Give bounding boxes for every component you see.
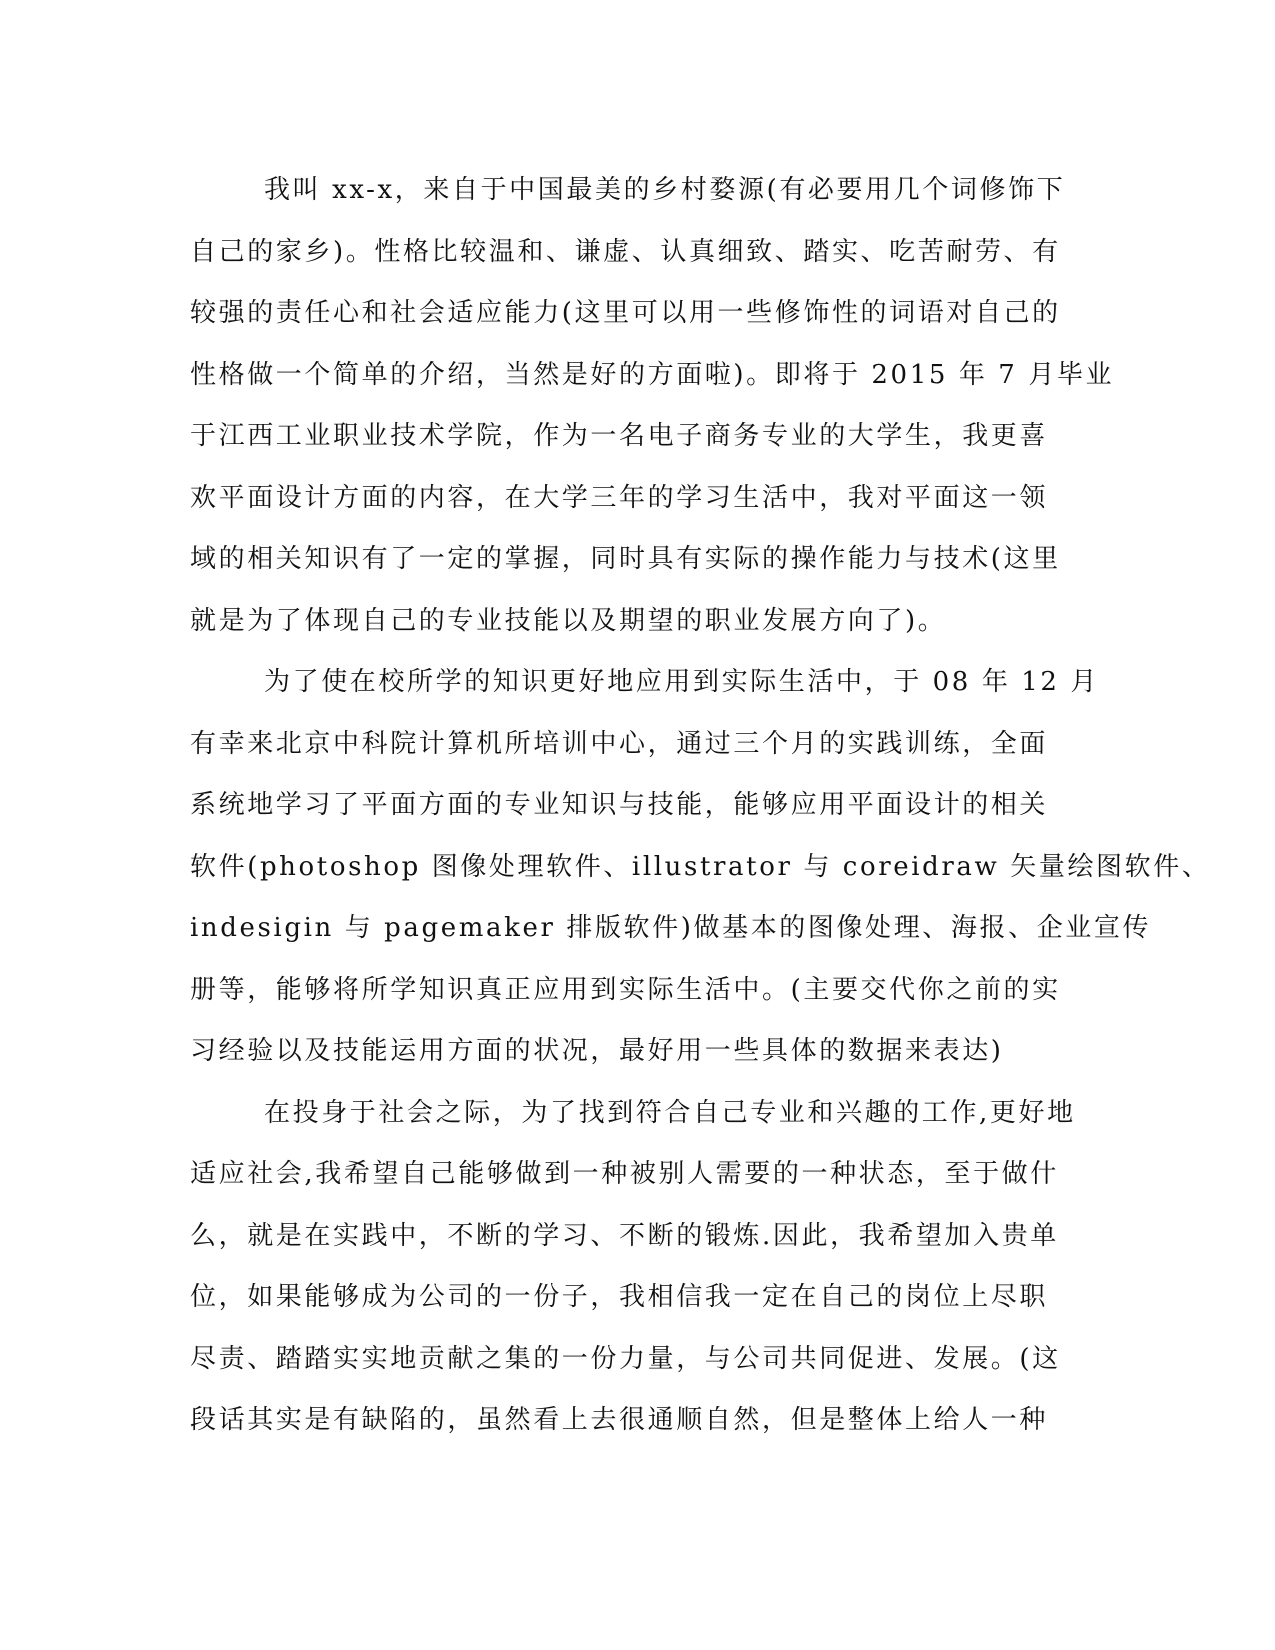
paragraph-line: indesigin 与 pagemaker 排版软件)做基本的图像处理、海报、企业宣传 [190,913,1152,943]
document-body [190,160,1211,1452]
paragraph-line: 为了使在校所学的知识更好地应用到实际生活中，于 08 年 12 月 [264,667,1100,697]
paragraph-career-goal [190,1083,1090,1452]
paragraph-line: 性格做一个简单的介绍，当然是好的方面啦)。即将于 2015 年 7 月毕业 [190,359,1115,390]
paragraph-line: 位，如果能够成为公司的一份子，我相信我一定在自己的岗位上尽职 [190,1282,1049,1312]
paragraph-line: 册等，能够将所学知识真正应用到实际生活中。(主要交代你之前的实 [190,974,1061,1005]
paragraph-line: 自己的家乡)。性格比较温和、谦虚、认真细致、踏实、吃苦耐劳、有 [190,236,1061,267]
paragraph-experience [190,652,1211,1083]
paragraph-line: 软件(photoshop 图像处理软件、illustrator 与 coreidraw 矢量绘图软件、 [190,851,1211,882]
paragraph-line: 习经验以及技能运用方面的状况，最好用一些具体的数据来表达) [190,1036,1004,1066]
paragraph-line: 有幸来北京中科院计算机所培训中心，通过三个月的实践训练，全面 [190,728,1049,759]
paragraph-line: 欢平面设计方面的内容，在大学三年的学习生活中，我对平面这一领 [190,482,1049,513]
paragraph-line: 较强的责任心和社会适应能力(这里可以用一些修饰性的词语对自己的 [190,298,1061,328]
paragraph-line: 适应社会,我希望自己能够做到一种被别人需要的一种状态，至于做什 [190,1159,1059,1189]
paragraph-line: 尽责、踏踏实实地贡献之集的一份力量，与公司共同促进、发展。(这 [190,1343,1061,1374]
paragraph-line: 么，就是在实践中，不断的学习、不断的锻炼.因此，我希望加入贵单 [190,1220,1059,1251]
paragraph-line: 系统地学习了平面方面的专业知识与技能，能够应用平面设计的相关 [190,790,1049,820]
paragraph-line: 就是为了体现自己的专业技能以及期望的职业发展方向了)。 [190,605,947,636]
paragraph-line: 于江西工业职业技术学院，作为一名电子商务专业的大学生，我更喜 [190,421,1049,451]
paragraph-line: 在投身于社会之际，为了找到符合自己专业和兴趣的工作,更好地 [264,1097,1076,1128]
paragraph-line: 域的相关知识有了一定的掌握，同时具有实际的操作能力与技术(这里 [190,544,1061,574]
paragraph-introduction [190,160,1115,652]
paragraph-line: 我叫 xx-x，来自于中国最美的乡村婺源(有必要用几个词修饰下 [264,175,1066,205]
paragraph-line: 段话其实是有缺陷的，虽然看上去很通顺自然，但是整体上给人一种 [190,1405,1049,1435]
